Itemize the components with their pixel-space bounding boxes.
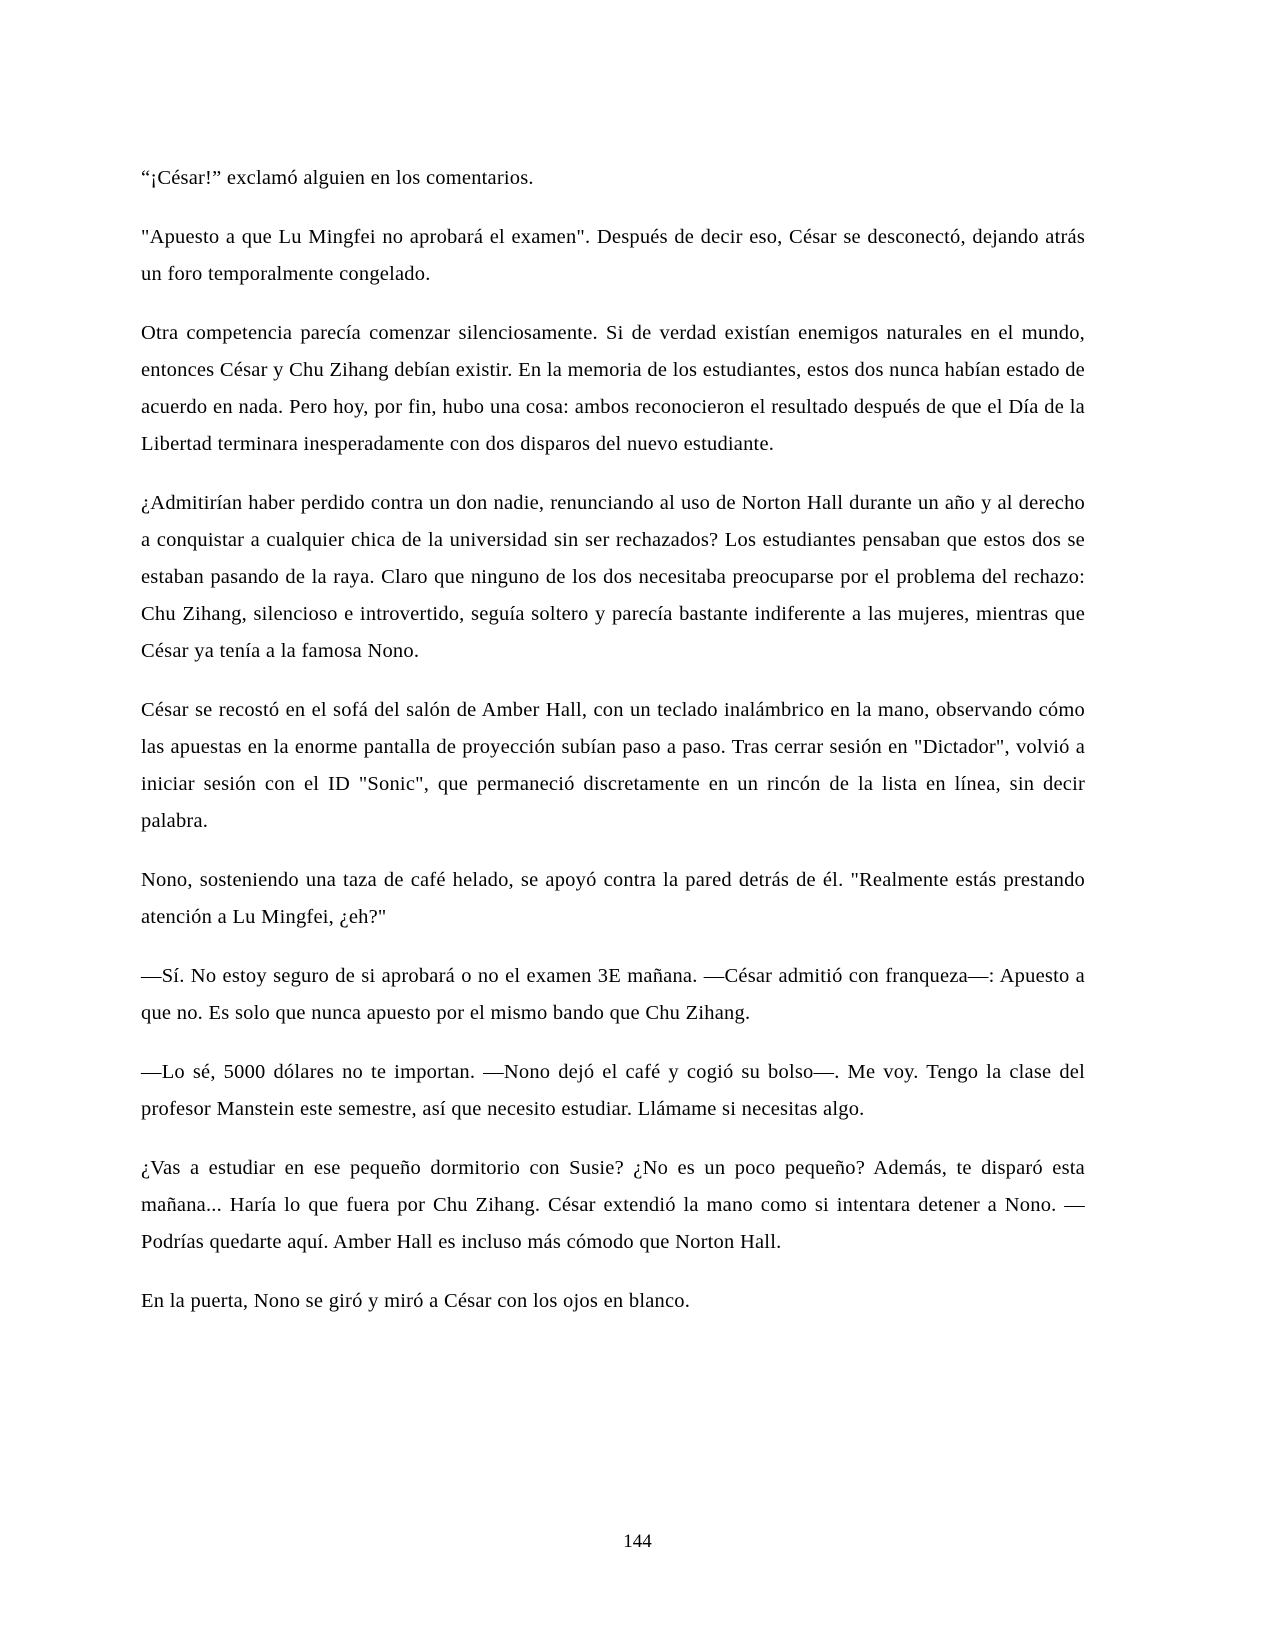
body-text-block bbox=[141, 160, 1085, 1320]
paragraph: En la puerta, Nono se giró y miró a César con los ojos en blanco. bbox=[141, 1290, 691, 1312]
paragraph: “¡César!” exclamó alguien en los comentarios. bbox=[141, 167, 534, 189]
paragraph: "Apuesto a que Lu Mingfei no aprobará el examen". Después de decir eso, César se desconectó, dejando atrás un foro temporalmente congelado. bbox=[141, 226, 1085, 285]
page-number: 144 bbox=[623, 1531, 652, 1552]
paragraph: ¿Vas a estudiar en ese pequeño dormitorio con Susie? ¿No es un poco pequeño? Además, te disparó esta mañana... Haría lo que fuera por Chu Zihang. César extendió la mano como si intentara detener a Nono. —Podrías quedarte aquí. Amber Hall es incluso más cómodo que Norton Hall. bbox=[141, 1157, 1085, 1253]
paragraph: Otra competencia parecía comenzar silenciosamente. Si de verdad existían enemigos naturales en el mundo, entonces César y Chu Zihang debían existir. En la memoria de los estudiantes, estos dos nunca habían estado de acuerdo en nada. Pero hoy, por fin, hubo una cosa: ambos reconocieron el resultado después de que el Día de la Libertad terminara inesperadamente con dos disparos del nuevo estudiante. bbox=[141, 322, 1085, 455]
paragraph: —Lo sé, 5000 dólares no te importan. —Nono dejó el café y cogió su bolso—. Me voy. Tengo la clase del profesor Manstein este semestre, así que necesito estudiar. Llámame si necesitas algo. bbox=[141, 1061, 1085, 1120]
paragraph: Nono, sosteniendo una taza de café helado, se apoyó contra la pared detrás de él. "Realmente estás prestando atención a Lu Mingfei, ¿eh?" bbox=[141, 869, 1085, 928]
paragraph: ¿Admitirían haber perdido contra un don nadie, renunciando al uso de Norton Hall durante un año y al derecho a conquistar a cualquier chica de la universidad sin ser rechazados? Los estudiantes pensaban que estos dos se estaban pasando de la raya. Claro que ninguno de los dos necesitaba preocuparse por el problema del rechazo: Chu Zihang, silencioso e introvertido, seguía soltero y parecía bastante indiferente a las mujeres, mientras que César ya tenía a la famosa Nono. bbox=[141, 492, 1085, 662]
paragraph: —Sí. No estoy seguro de si aprobará o no el examen 3E mañana. —César admitió con franqueza—: Apuesto a que no. Es solo que nunca apuesto por el mismo bando que Chu Zihang. bbox=[141, 965, 1085, 1024]
paragraph: César se recostó en el sofá del salón de Amber Hall, con un teclado inalámbrico en la mano, observando cómo las apuestas en la enorme pantalla de proyección subían paso a paso. Tras cerrar sesión en "Dictador", volvió a iniciar sesión con el ID "Sonic", que permaneció discretamente en un rincón de la lista en línea, sin decir palabra. bbox=[141, 699, 1085, 832]
